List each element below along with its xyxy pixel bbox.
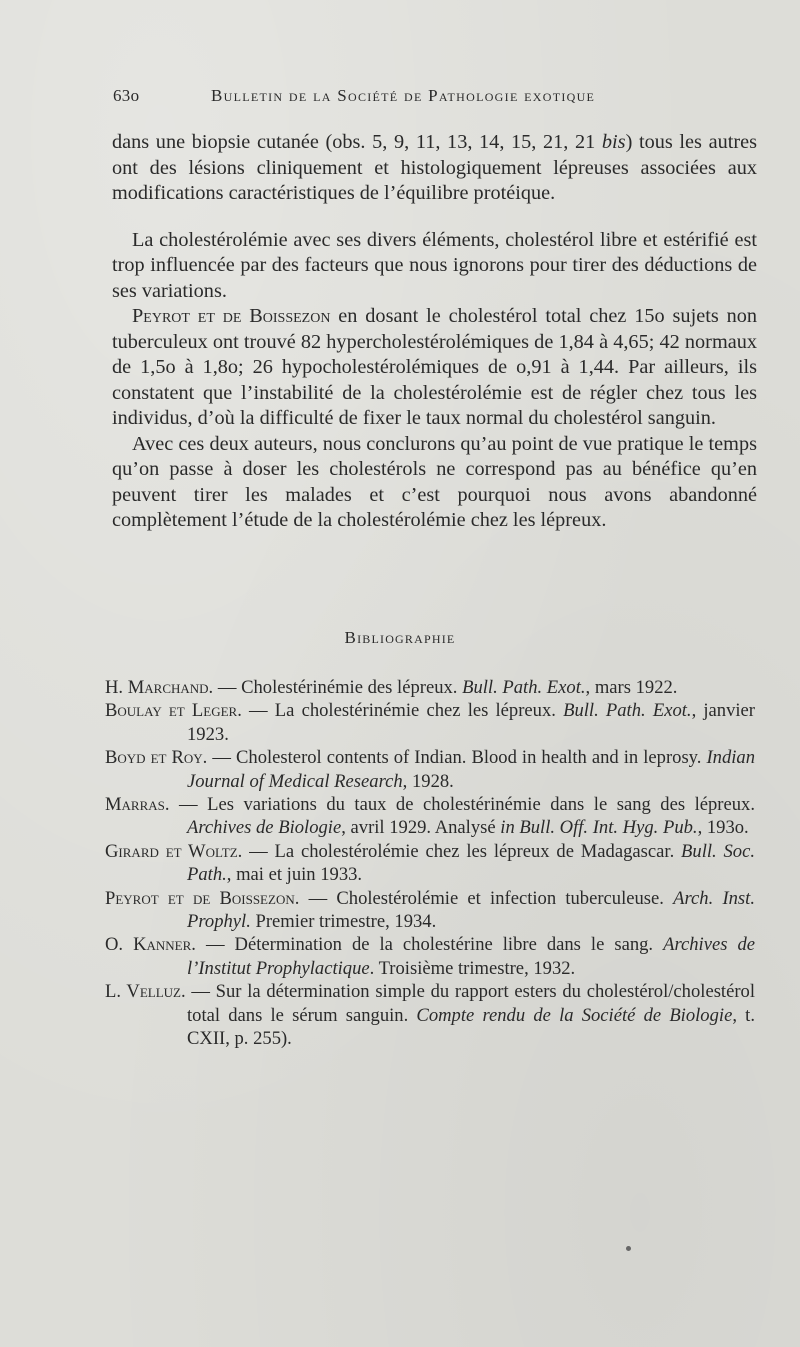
reference-journal: Compte rendu de la Société de Biologie (416, 1004, 733, 1026)
reference-date: , janvier 1923. (187, 700, 756, 745)
reference-journal: Archives de Biologie (187, 817, 342, 839)
reference-text: — Cholestérinémie des lépreux. (213, 677, 463, 698)
journal-title: Bulletin de la Société de Pathologie exotique (211, 86, 596, 105)
reference-text: — Les variations du taux de cholestérinémie dans le sang des lépreux. (169, 794, 755, 816)
reference-date: , 1928. (402, 770, 454, 792)
paragraph-3-text: en dosant le cholestérol total chez 15o sujets non tuberculeux ont trouvé 82 hypercholestérolémiques de 1,84 à 4,65; 42 normaux de 1,5o à 1,8o; 26 hypocholestérolémiques de o,91 à 1,44. Par ailleurs, ils constatent que l’instabilité de la cholestérolémie est de régler chez tous les individus, d’où la difficulté de fixer le taux normal du cholestérol sanguin. (112, 305, 758, 429)
bibliography-list (105, 676, 755, 1051)
reference-item (105, 793, 755, 840)
reference-item (105, 887, 755, 934)
paragraph-1-start: dans une biopsie cutanée (obs. 5, 9, 11, 13, 14, 15, 21, 21 (112, 131, 602, 153)
reference-journal: Arch. Inst. Prophyl. (187, 887, 755, 933)
paragraph-1 (112, 130, 757, 207)
reference-text: — Cholestérolémie et infection tuberculeuse. (299, 887, 674, 909)
reference-date: , mars 1922. (585, 677, 678, 698)
reference-item (105, 840, 755, 887)
reference-author: H. Marchand. (105, 677, 214, 698)
reference-author: Girard et Woltz. (105, 840, 243, 862)
reference-text: — La cholestérolémie chez les lépreux de Madagascar. (242, 840, 682, 862)
reference-item (105, 699, 755, 746)
reference-date: , avril 1929. Analysé (341, 817, 501, 839)
reference-journal: Indian Journal of Medical Research (187, 747, 755, 792)
reference-item (105, 980, 755, 1050)
reference-item (105, 676, 755, 699)
paragraph-3 (112, 304, 757, 432)
reference-author: Boyd et Roy. (105, 747, 208, 769)
body-text (112, 130, 757, 534)
paragraph-2: La cholestérolémie avec ses divers éléments, cholestérol libre et estérifié est trop influencée par des facteurs que nous ignorons pour tirer des déductions de ses variations. (112, 228, 757, 302)
reference-text: — Détermination de la cholestérine libre dans le sang. (195, 934, 664, 956)
paragraph-1-italic: bis (601, 131, 626, 153)
reference-journal: Bull. Soc. Path. (187, 840, 755, 886)
reference-date: , t. CXII, p. 255). (187, 1004, 755, 1050)
reference-author: O. Kanner. (105, 934, 196, 956)
paragraph-1-end: ) tous les autres ont des lésions cliniquement et histologiquement lépreuses associées aux modifications caractéristiques de l’équilibre protéique. (112, 131, 757, 204)
reference-journal: Bull. Path. Exot. (563, 700, 692, 722)
ink-speck (626, 1246, 631, 1251)
reference-journal: Archives de l’Institut Prophylactique (187, 934, 756, 979)
reference-date: , mai et juin 1933. (226, 864, 363, 886)
reference-secondary-date: , 193o. (697, 817, 749, 839)
reference-journal: Bull. Path. Exot. (462, 677, 586, 698)
reference-secondary-journal: in Bull. Off. Int. Hyg. Pub. (500, 817, 698, 839)
reference-date: . Troisième trimestre, 1932. (369, 957, 576, 979)
reference-item (105, 746, 755, 793)
paragraph-3-authors: Peyrot et de Boissezon (132, 305, 331, 327)
page-number: 63o (113, 86, 140, 105)
reference-author: L. Velluz. (105, 981, 186, 1003)
reference-item (105, 933, 755, 980)
reference-author: Boulay et Leger. (105, 700, 242, 722)
reference-text: — La cholestérinémie chez les lépreux. (241, 700, 564, 722)
paragraph-4: Avec ces deux auteurs, nous conclurons qu’au point de vue pratique le temps qu’on passe à doser les cholestérols ne correspond pas au bénéfice qu’en peuvent tirer les malades et c’est pourquoi nous avons abandonné complètement l’étude de la cholestérolémie chez les lépreux. (112, 432, 757, 531)
reference-text: — Cholesterol contents of Indian. Blood in health and in leprosy. (207, 747, 707, 769)
reference-author: Marras. (105, 794, 170, 816)
bibliography-heading: Bibliographie (344, 628, 456, 647)
running-head (113, 86, 758, 112)
reference-author: Peyrot et de Boissezon. (105, 887, 300, 909)
reference-date: Premier trimestre, 1934. (250, 911, 437, 933)
reference-text: — Sur la détermination simple du rapport esters du cholestérol/cholestérol total dans le sérum sanguin. (185, 981, 756, 1026)
